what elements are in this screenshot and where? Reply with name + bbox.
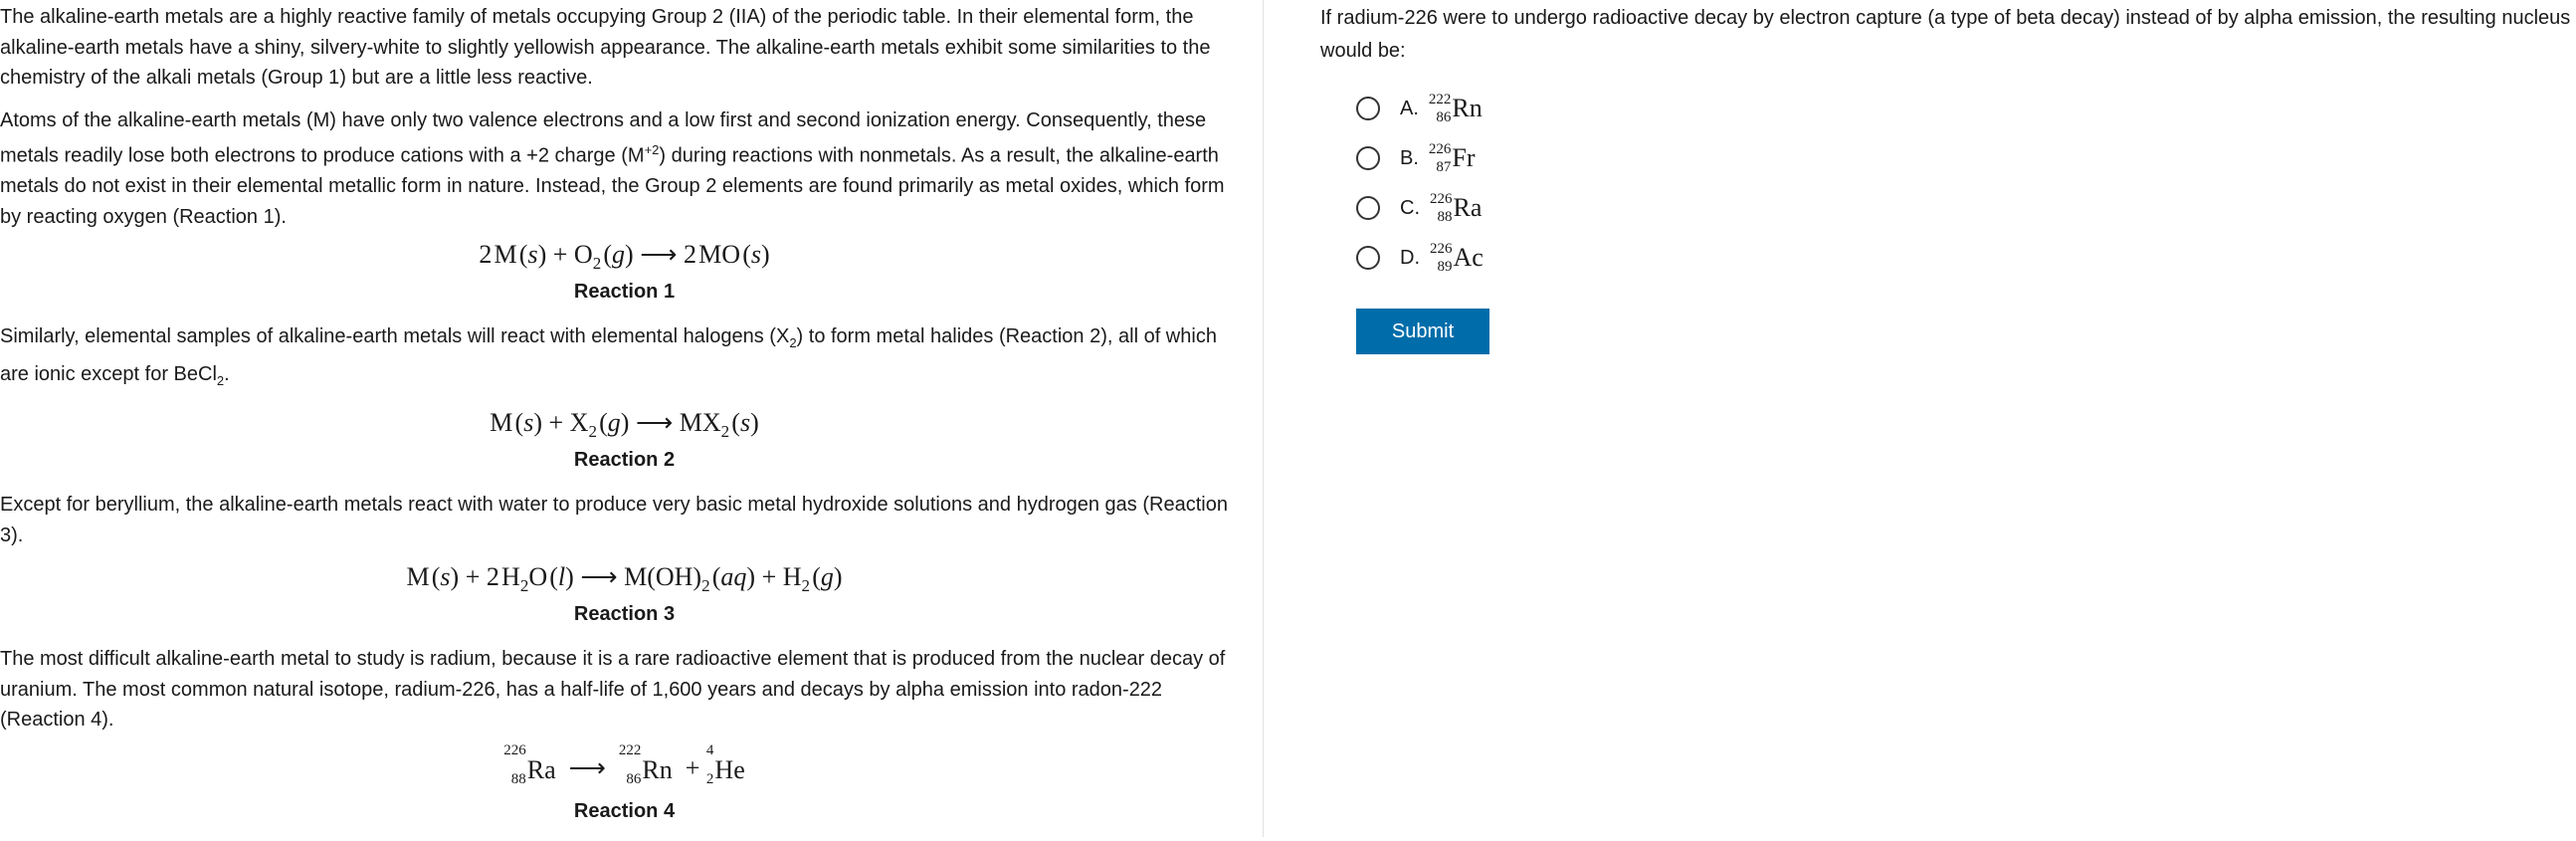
- nuclide-mass: 222: [1428, 92, 1452, 107]
- radio-button-b[interactable]: [1356, 146, 1380, 170]
- reaction-2-label: Reaction 2: [573, 449, 676, 472]
- nuclide-atomic-number: 87: [1436, 159, 1452, 175]
- choice-c[interactable]: [1320, 183, 2576, 233]
- p3-text-mid: ) to form metal halides (Reaction 2), all of which are ionic except for BeCl: [0, 325, 1217, 385]
- p3-text-post: .: [224, 362, 230, 385]
- radio-button-a[interactable]: [1356, 97, 1380, 120]
- reaction-1-label: Reaction 1: [573, 281, 676, 304]
- question-panel: [1320, 2, 2576, 354]
- nuclide-mass: 222: [618, 741, 642, 758]
- passage-panel: [0, 0, 1264, 837]
- reaction-3-equation: M (s) + 2 $H_2O$ (l) ⟶ $M(OH)_2$ $(aq) + H_2$ (g): [406, 562, 843, 596]
- nuclide-mass: 226: [1430, 191, 1453, 207]
- reaction-2-equation: M $(s) + X_2$ (g) ⟶ $MX_2$ (s): [490, 408, 759, 442]
- nuclide-symbol: Rn: [642, 754, 673, 784]
- nuclide-atomic-number: 2: [705, 770, 714, 787]
- nuclide-mass: 4: [705, 741, 714, 758]
- radio-button-d[interactable]: [1356, 246, 1380, 270]
- passage-paragraph-5: The most difficult alkaline-earth metal to study is radium, because it is a rare radioactive element that is produced from the nuclear decay of uranium. The most common natural isotope, radium-226, has a half-life of 1,600 years and decays by alpha emission into radon-222 (Reaction 4).: [0, 648, 1226, 732]
- passage-paragraph-2: [0, 105, 1263, 233]
- nuclide-symbol: Ac: [1453, 243, 1484, 272]
- nuclide-symbol: Rn: [1452, 94, 1483, 122]
- nuclide-radium: [503, 741, 555, 799]
- nuclide-mass: 226: [503, 741, 526, 758]
- nuclide-radon: [619, 741, 673, 799]
- choice-letter: A.: [1400, 97, 1419, 119]
- nuclide-atomic-number: 88: [510, 770, 526, 787]
- p2-text-post: ) during reactions with nonmetals. As a result, the alkaline-earth metals do not exist in their elemental metallic form in nature. Instead, the Group 2 elements are found primarily as metal oxides, which form by reacting oxygen (Reaction 1).: [0, 144, 1225, 228]
- choice-letter: C.: [1400, 196, 1420, 219]
- nuclide-mass: 226: [1430, 241, 1453, 257]
- passage-paragraph-3: [0, 321, 1263, 396]
- nuclide-helium: [706, 741, 745, 799]
- reaction-4-label: Reaction 4: [573, 799, 676, 822]
- passage-paragraph-4: Except for beryllium, the alkaline-earth metals react with water to produce very basic metal hydroxide solutions and hydrogen gas (Reaction 3).: [0, 494, 1228, 546]
- passage-paragraph-1: The alkaline-earth metals are a highly reactive family of metals occupying Group 2 (IIA) of the periodic table. In their elemental form, the alkaline-earth metals have a shiny, silvery-white to slightly yellowish appearance. The alkaline-earth metals exhibit some similarities to the chemistry of the alkali metals (Group 1) but are a little less reactive.: [0, 6, 1211, 89]
- nuclide-symbol: He: [714, 754, 745, 784]
- nuclide-mass: 226: [1428, 141, 1452, 157]
- nuclide-atomic-number: 89: [1437, 259, 1453, 275]
- reaction-3-label: Reaction 3: [573, 603, 676, 626]
- nuclide-atomic-number: 86: [1436, 109, 1452, 125]
- choice-nuclide: [1429, 140, 1476, 176]
- answer-choices: [1320, 84, 2576, 283]
- choice-nuclide: [1430, 190, 1482, 226]
- choice-a[interactable]: [1320, 84, 2576, 133]
- reaction-1-equation: 2 M $(s) + O_2$ (g) ⟶ 2 MO (s): [479, 240, 770, 274]
- nuclide-symbol: Fr: [1452, 143, 1476, 172]
- radio-button-c[interactable]: [1356, 196, 1380, 220]
- choice-nuclide: [1430, 240, 1484, 276]
- choice-nuclide: [1429, 91, 1483, 126]
- submit-button[interactable]: Submit: [1356, 309, 1489, 354]
- nuclide-symbol: Ra: [526, 754, 556, 784]
- nuclide-symbol: Ra: [1453, 193, 1483, 222]
- p3-subscript: 2: [789, 335, 797, 351]
- nuclide-atomic-number: 88: [1437, 209, 1453, 225]
- choice-letter: D.: [1400, 246, 1420, 269]
- choice-b[interactable]: [1320, 133, 2576, 183]
- p3-subscript-2: 2: [216, 372, 225, 388]
- reaction-4-equation: 226 88 Ra ⟶ 222 86 Rn + 4 2 He: [0, 739, 1249, 797]
- p2-superscript: +2: [644, 142, 660, 157]
- choice-d[interactable]: [1320, 233, 2576, 283]
- question-stem: If radium-226 were to undergo radioactive decay by electron capture (a type of beta decay) instead of by alpha emission, the resulting nucleus would be:: [1320, 7, 2571, 62]
- nuclide-atomic-number: 86: [626, 770, 642, 787]
- choice-letter: B.: [1400, 146, 1419, 169]
- p3-text-pre: Similarly, elemental samples of alkaline-earth metals will react with elemental halogens (X: [0, 325, 790, 348]
- p2-text-pre: Atoms of the alkaline-earth metals (M) have only two valence electrons and a low first and second ionization energy. Consequently, these metals readily lose both electrons to produce cations with a +2 charge (M: [0, 108, 1207, 167]
